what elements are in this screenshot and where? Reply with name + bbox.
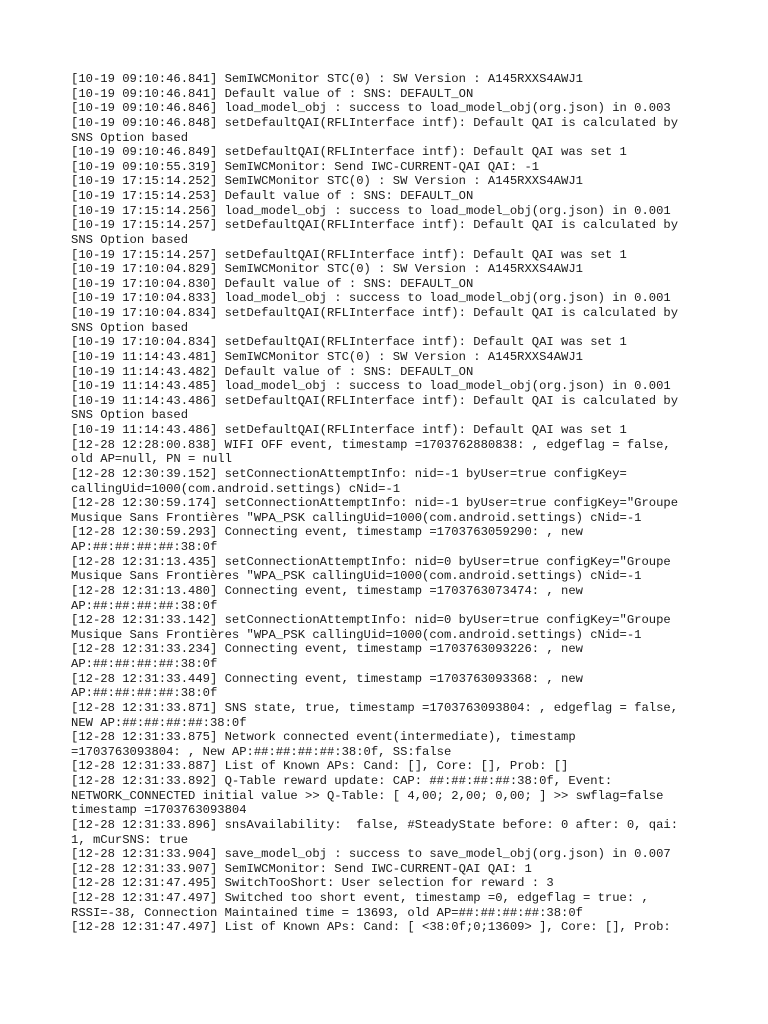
log-entry: [10-19 09:10:55.319] SemIWCMonitor: Send IWC-CURRENT-QAI QAI: -1 [71,159,540,174]
log-entry: [10-19 17:10:04.833] load_model_obj : success to load_model_obj(org.json) in 0.001 [71,291,671,306]
log-entry: [10-19 17:15:14.252] SemIWCMonitor STC(0) : SW Version : A145RXXS4AWJ1 [71,174,583,189]
log-text-block [71,72,711,935]
log-entry: [10-19 11:14:43.486] setDefaultQAI(RFLInterface intf): Default QAI was set 1 [71,423,627,437]
log-entry: [10-19 17:15:14.256] load_model_obj : success to load_model_obj(org.json) in 0.001 [71,203,671,218]
log-entry: [10-19 17:15:14.253] Default value of : SNS: DEFAULT_ON [71,189,474,203]
log-entry: [10-19 11:14:43.486] setDefaultQAI(RFLInterface intf): Default QAI is calculated by SNS Option based [71,393,679,423]
log-entry: [10-19 17:10:04.834] setDefaultQAI(RFLInterface intf): Default QAI is calculated by SNS Option based [71,306,679,335]
log-entry: [12-28 12:31:33.875] Network connected event(intermediate), timestamp =1703763093804: , New AP:##:##:##:##:38:0f, SS:false [71,730,576,759]
log-entry: [10-19 09:10:46.846] load_model_obj : success to load_model_obj(org.json) in 0.003 [71,101,671,116]
log-entry: [10-19 17:10:04.834] setDefaultQAI(RFLInterface intf): Default QAI was set 1 [71,335,627,350]
log-entry: [12-28 12:31:13.435] setConnectionAttemptInfo: nid=0 byUser=true configKey="Groupe Musique Sans Frontières "WPA_PSK callingUid=1000(com.android.settings) cNid=-1 [71,554,671,584]
log-entry: [12-28 12:31:33.892] Q-Table reward update: CAP: ##:##:##:##:38:0f, Event: NETWORK_CONNECTED initial value >> Q-Table: [ 4,00; 2,00; 0,00; ] >> swflag=false timestamp =1703763093804 [71,774,664,818]
log-entry: [12-28 12:31:33.871] SNS state, true, timestamp =1703763093804: , edgeflag = false, NEW AP:##:##:##:##:38:0f [71,700,679,730]
log-entry: [12-28 12:30:59.293] Connecting event, timestamp =1703763059290: , new AP:##:##:##:##:38:0f [71,525,583,554]
log-entry: [12-28 12:30:39.152] setConnectionAttemptInfo: nid=-1 byUser=true configKey= callingUid=1000(com.android.settings) cNid=-1 [71,466,627,496]
log-entry: [10-19 17:15:14.257] setDefaultQAI(RFLInterface intf): Default QAI was set 1 [71,247,627,262]
log-entry: [10-19 17:15:14.257] setDefaultQAI(RFLInterface intf): Default QAI is calculated by SNS Option based [71,218,679,247]
log-entry: [12-28 12:30:59.174] setConnectionAttemptInfo: nid=-1 byUser=true configKey="Groupe Musique Sans Frontières "WPA_PSK callingUid=1000(com.android.settings) cNid=-1 [71,496,679,525]
log-entry: [12-28 12:31:13.480] Connecting event, timestamp =1703763073474: , new AP:##:##:##:##:38:0f [71,583,583,613]
log-entry: [12-28 12:31:33.887] List of Known APs: Cand: [], Core: [], Prob: [] [71,759,569,774]
log-entry: [10-19 11:14:43.482] Default value of : SNS: DEFAULT_ON [71,364,474,379]
log-entry: [12-28 12:31:33.142] setConnectionAttemptInfo: nid=0 byUser=true configKey="Groupe Musique Sans Frontières "WPA_PSK callingUid=1000(com.android.settings) cNid=-1 [71,613,671,642]
log-entry: [12-28 12:31:33.907] SemIWCMonitor: Send IWC-CURRENT-QAI QAI: 1 [71,861,532,876]
log-entry: [12-28 12:31:33.234] Connecting event, timestamp =1703763093226: , new AP:##:##:##:##:38:0f [71,642,583,671]
log-entry: [12-28 12:31:47.497] List of Known APs: Cand: [ <38:0f;0;13609> ], Core: [], Prob: [71,920,671,935]
log-entry: [12-28 12:31:47.495] SwitchTooShort: User selection for reward : 3 [71,876,554,891]
log-entry: [12-28 12:31:47.497] Switched too short event, timestamp =0, edgeflag = true: , RSSI=-38, Connection Maintained time = 13693, old AP=##:##:##:##:38:0f [71,891,649,920]
log-entry: [10-19 11:14:43.481] SemIWCMonitor STC(0) : SW Version : A145RXXS4AWJ1 [71,349,583,364]
log-entry: [10-19 17:10:04.830] Default value of : SNS: DEFAULT_ON [71,276,474,291]
log-entry: [10-19 09:10:46.849] setDefaultQAI(RFLInterface intf): Default QAI was set 1 [71,145,627,160]
log-entry: [12-28 12:31:33.904] save_model_obj : success to save_model_obj(org.json) in 0.007 [71,847,671,862]
log-entry: [10-19 09:10:46.841] Default value of : SNS: DEFAULT_ON [71,86,474,101]
log-entry: [12-28 12:28:00.838] WIFI OFF event, timestamp =1703762880838: , edgeflag = false, old AP=null, PN = null [71,437,671,467]
log-entry: [12-28 12:31:33.896] snsAvailability: false, #SteadyState before: 0 after: 0, qai: 1, mCurSNS: true [71,817,679,847]
log-entry: [10-19 09:10:46.848] setDefaultQAI(RFLInterface intf): Default QAI is calculated by SNS Option based [71,115,679,145]
log-document [71,72,711,935]
log-entry: [10-19 09:10:46.841] SemIWCMonitor STC(0) : SW Version : A145RXXS4AWJ1 [71,72,583,86]
log-entry: [10-19 17:10:04.829] SemIWCMonitor STC(0) : SW Version : A145RXXS4AWJ1 [71,262,583,277]
log-entry: [10-19 11:14:43.485] load_model_obj : success to load_model_obj(org.json) in 0.001 [71,379,671,394]
log-entry: [12-28 12:31:33.449] Connecting event, timestamp =1703763093368: , new AP:##:##:##:##:38:0f [71,671,583,701]
